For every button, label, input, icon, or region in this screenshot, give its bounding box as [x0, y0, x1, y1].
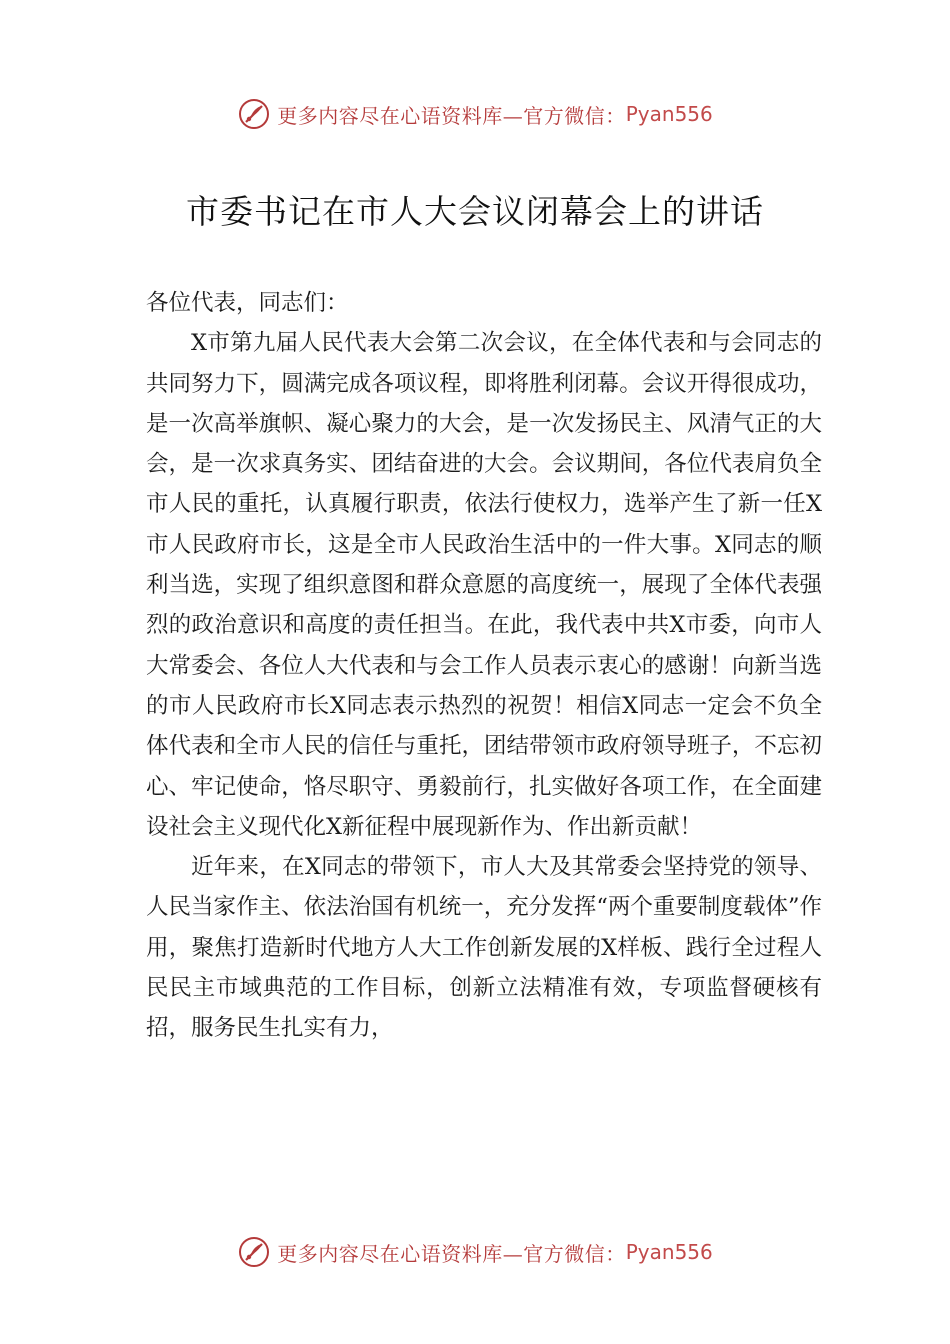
document-body: [146, 283, 822, 1049]
wechat-id: Pyan556: [625, 102, 713, 126]
banner-text: 更多内容尽在心语资料库—官方微信：: [277, 103, 626, 128]
paragraph: 近年来，在X同志的带领下，市人大及其常委会坚持党的领导、人民当家作主、依法治国有机统一，充分发挥“两个重要制度载体”作用，聚焦打造新时代地方人大工作创新发展的X样板、践行全过程人民民主市域典范的工作目标，创新立法精准有效，专项监督硬核有招，服务民生扎实有力，: [146, 854, 822, 1042]
document-title: 市委书记在市人大会议闭幕会上的讲话: [186, 192, 764, 231]
quill-seal-icon: [237, 97, 271, 131]
footer-watermark-banner: [0, 1232, 950, 1272]
paragraph: X市第九届人民代表大会第二次会议，在全体代表和与会同志的共同努力下，圆满完成各项议程，即将胜利闭幕。会议开得很成功，是一次高举旗帜、凝心聚力的大会，是一次发扬民主、风清气正的大会，是一次求真务实、团结奋进的大会。会议期间，各位代表肩负全市人民的重托，认真履行职责，依法行使权力，选举产生了新一任X市人民政府市长，这是全市人民政治生活中的一件大事。X同志的顺利当选，实现了组织意图和群众意愿的高度统一，展现了全体代表强烈的政治意识和高度的责任担当。在此，我代表中共X市委，向市人大常委会、各位人大代表和与会工作人员表示衷心的感谢！向新当选的市人民政府市长X同志表示热烈的祝贺！相信X同志一定会不负全体代表和全市人民的信任与重托，团结带领市政府领导班子，不忘初心、牢记使命，恪尽职守、勇毅前行，扎实做好各项工作，在全面建设社会主义现代化X新征程中展现新作为、作出新贡献！: [146, 330, 822, 840]
banner-text: 更多内容尽在心语资料库—官方微信：: [277, 1241, 626, 1266]
quill-seal-icon: [237, 1235, 271, 1269]
salutation: 各位代表，同志们：: [146, 290, 349, 316]
wechat-id: Pyan556: [625, 1240, 713, 1264]
header-watermark-banner: [0, 94, 950, 134]
